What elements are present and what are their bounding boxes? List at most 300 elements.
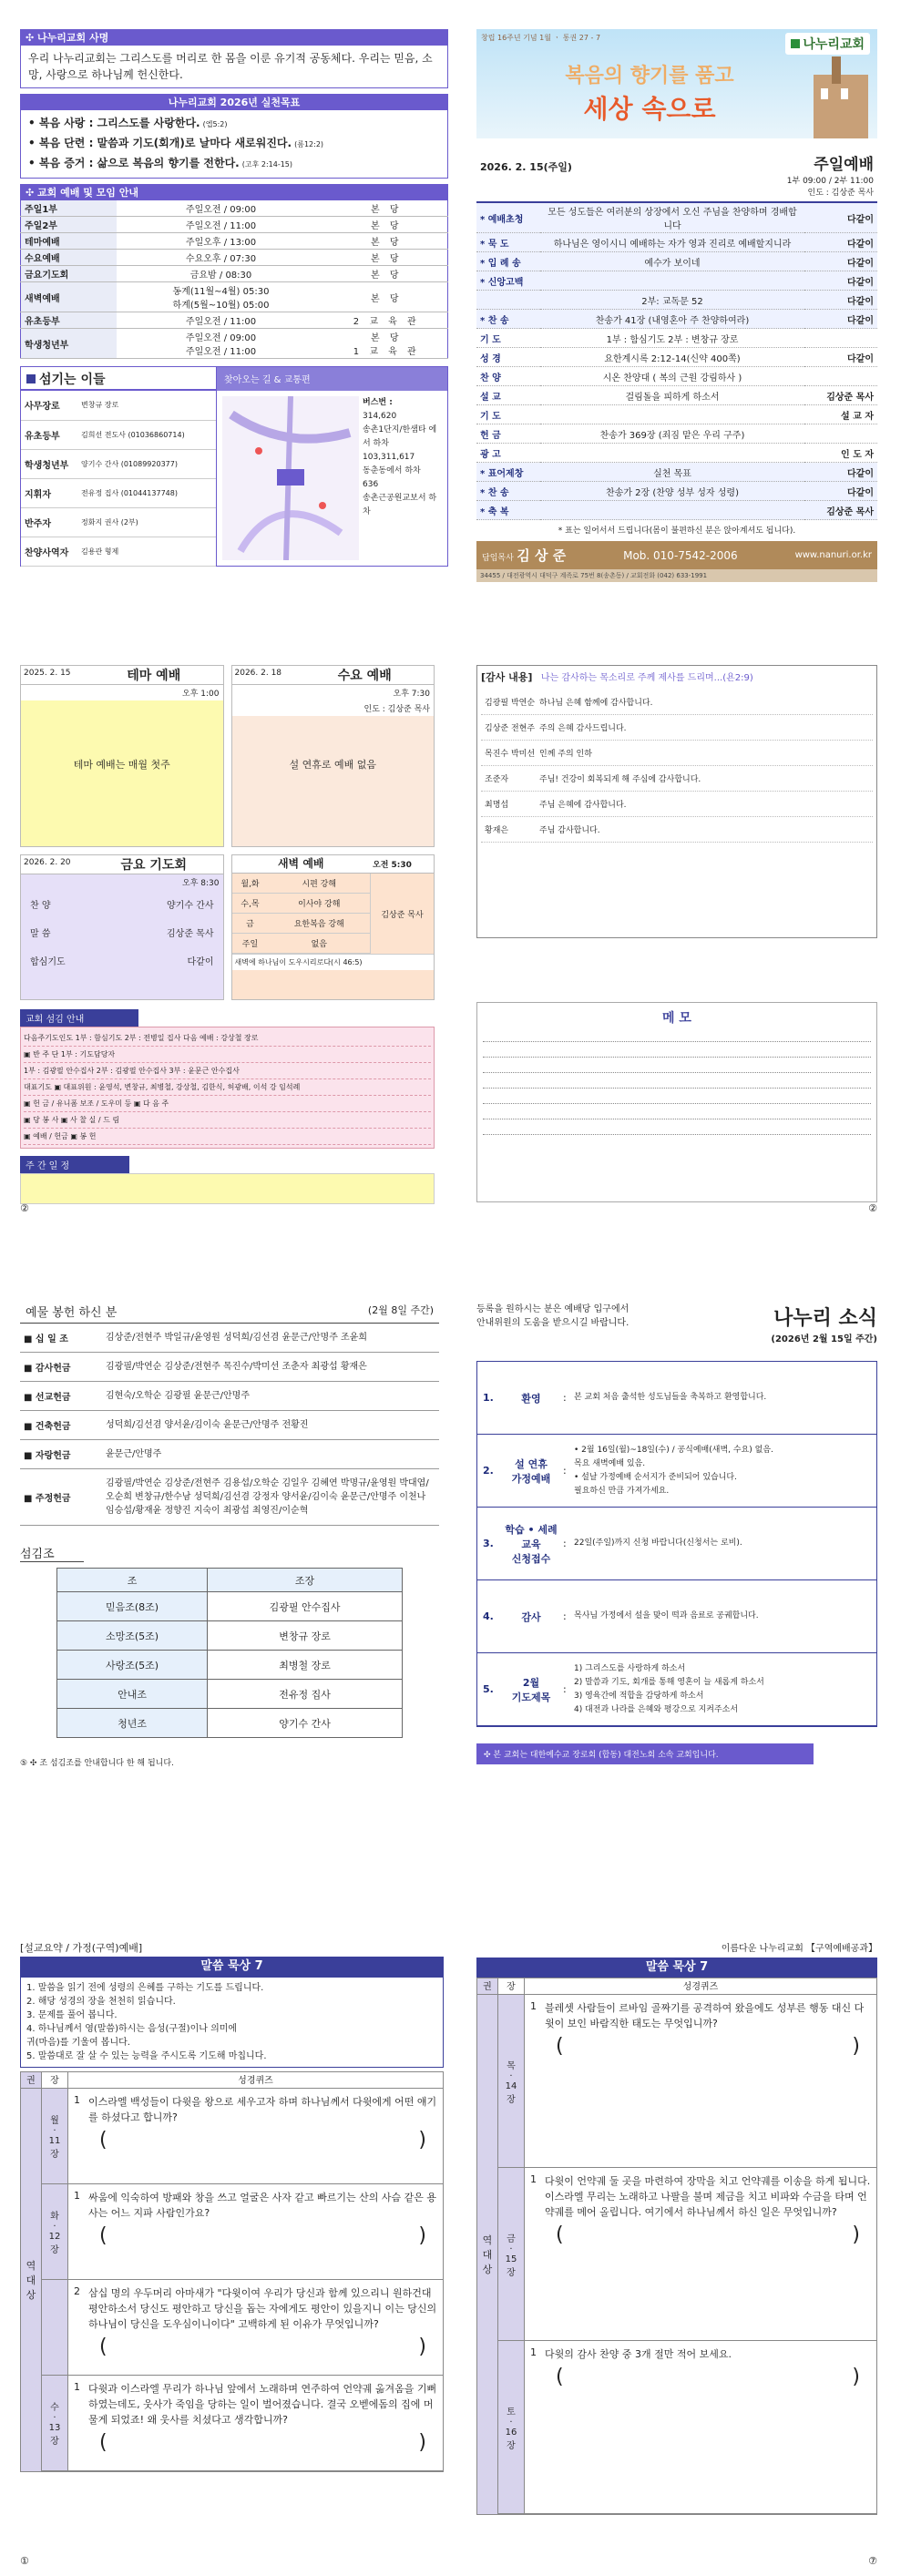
staff-row <box>21 391 216 420</box>
news-label: 환영 <box>521 1392 541 1405</box>
quiz-number: 1 <box>530 2173 537 2185</box>
instruction-line: 1. 말씀을 읽기 전에 성령의 은혜를 구하는 기도를 드립니다. <box>26 1983 264 1993</box>
service-row <box>21 312 448 329</box>
quiz-number: 1 <box>530 2346 537 2358</box>
thanks-what: 하나님 은혜 함께에 감사합니다. <box>539 699 653 708</box>
info-row: 대표기도 ▣ 대표위원 : 윤영석, 변창규, 최병철, 강상철, 김한식, 허광배, 이석 강 임석례 <box>24 1079 431 1096</box>
thanks-row <box>481 766 873 792</box>
group-row <box>57 1680 403 1709</box>
offering-names: 김광필/박연순 김상준/전현주 김용섭/오학순 김일우 김혜연 박명규/윤영원 박대엽/오순희 변창규/한수남 성덕희/김선겸 강정자 양서윤/김이숙 윤문근/안명주 이천나 임승섭/황재윤 정향진 지숙이 최광섭 최영진/이순혁 <box>106 1478 429 1516</box>
news-number: 5. <box>483 1683 494 1695</box>
order-content: 예수가 보이네 <box>540 252 804 271</box>
theme-service-box: 2025. 2. 15 테마 예배 오후 1:00 테마 예배는 매월 첫주 <box>20 665 224 847</box>
staff-row <box>21 449 216 478</box>
thanks-row <box>481 792 873 817</box>
news-sep: : <box>563 1683 567 1695</box>
top-right-label: 이름다운 나누리교회 【구역예배공과】 <box>721 1944 877 1954</box>
quiz-body <box>525 2341 876 2513</box>
order-row <box>476 202 877 233</box>
quiz-body <box>68 2089 443 2183</box>
staff-header: 섬기는 이들 <box>21 367 216 391</box>
news-sep: : <box>563 1538 567 1549</box>
staff-name: 김용관 형제 <box>81 547 119 556</box>
offering-names: 김현숙/오학순 김광필 윤문근/안명주 <box>106 1391 250 1401</box>
order-row <box>476 501 877 520</box>
paren-open: ( <box>556 2366 564 2388</box>
answer-blank[interactable] <box>88 2129 437 2152</box>
answer-blank[interactable] <box>545 2035 871 2058</box>
order-content: 찬송가 2장 (찬양 성부 성자 성령) <box>540 482 804 501</box>
thanks-row <box>481 690 873 715</box>
bus-line: 송촌근공원교보서 하차 <box>363 494 437 516</box>
paren-close: ) <box>852 2223 860 2246</box>
order-row <box>476 424 877 444</box>
group-name: 사랑조(5조) <box>57 1651 208 1680</box>
vision-header: ✣ 나누리교회 사명 <box>20 29 448 45</box>
service-row <box>21 329 448 359</box>
bus-line: 636 <box>363 480 379 489</box>
service-place: 본 당 <box>326 250 448 266</box>
thanks-box: [감사 내용] 나는 감사하는 목소리로 주께 제사를 드리며...(욘2:9) 김광필 박연순 하나님 은혜 함께에 감사합니다. 김상준 전현주 주의 은혜 감사드립니다. 목진수 박미선 인께 주의 인하 조준자 주님! 건강이 회복되게 해 주심에 감사합니다. 최명섭 주님 은혜에 감사합니다. 황재은 주님 감사합니다. <box>476 665 877 938</box>
thanks-what: 주님 은혜에 감사합니다. <box>539 801 627 810</box>
order-row <box>476 348 877 367</box>
news-text: 목사님 가정에서 설을 맞이 떡과 음료로 공궤합니다. <box>574 1611 759 1620</box>
pastor-mobile: Mob. 010-7542-2006 <box>623 548 738 562</box>
page-number: ② <box>20 1202 29 1214</box>
order-item: * 묵 도 <box>476 233 540 252</box>
staff-row <box>21 420 216 449</box>
friday-item: 합심기도 <box>30 957 66 967</box>
staff-role: 사무장로 <box>25 402 60 413</box>
news-number: 3. <box>483 1538 494 1549</box>
thanks-row <box>481 817 873 843</box>
friday-person: 다같이 <box>187 957 214 967</box>
dawn-day: 수,목 <box>241 900 260 909</box>
news-footer: ✣ 본 교회는 대한예수교 장로회 (합동) 대전노회 소속 교회입니다. <box>476 1743 814 1764</box>
friday-item: 말 씀 <box>30 929 51 939</box>
order-content <box>540 271 804 291</box>
staff-name: 변창규 장로 <box>81 401 119 410</box>
order-content: 시온 찬양대 ( 복의 근원 강림하사 ) <box>540 367 804 386</box>
quiz-number: 1 <box>74 2381 80 2393</box>
friday-item: 찬 양 <box>30 901 51 911</box>
quiz-title: 말씀 묵상 7 <box>476 1958 877 1978</box>
page-5 <box>20 1303 439 1867</box>
quiz-chapter: 화 · 12 장 <box>41 2184 68 2279</box>
dawn-row <box>232 874 371 894</box>
quiz-instructions <box>20 1977 444 2068</box>
order-item: * 예배초청 <box>476 202 540 233</box>
paren-close: ) <box>418 2336 426 2358</box>
service-name: 테마예배 <box>21 233 117 250</box>
paren-open: ( <box>556 2223 564 2246</box>
quiz-body <box>68 2184 443 2279</box>
goal-list <box>20 109 448 179</box>
news-item <box>477 1435 876 1508</box>
service-leader: 인도 : 김상준 목사 <box>807 189 874 198</box>
thanks-row <box>481 715 873 741</box>
page-2 <box>476 29 877 585</box>
quiz-title: 말씀 묵상 7 <box>20 1957 444 1977</box>
paren-close: ) <box>852 2366 860 2388</box>
service-row <box>21 282 448 312</box>
service-place: 본 당 <box>326 217 448 233</box>
wednesday-service-box: 2026. 2. 18 수요 예배 오후 7:30 인도 : 김상준 목사 설 연휴로 예배 없음 <box>231 665 435 847</box>
order-item: * 찬 송 <box>476 482 540 501</box>
offering-row <box>20 1382 439 1411</box>
dawn-service-box: 새벽 예배 오전 5:30 월,화 시편 강해 수,목 이사야 강해 금 요한복음 강해 주일 없음 김상준 목사 새벽에 하나님이 도우시리로다(시 46:5) <box>231 854 435 1000</box>
service-place: 본 당 <box>326 282 448 312</box>
order-row <box>476 367 877 386</box>
order-person: 다같이 <box>804 482 877 501</box>
thanks-what: 인께 주의 인하 <box>539 750 592 759</box>
dawn-day: 금 <box>246 920 254 929</box>
dawn-topic: 시편 강해 <box>302 880 337 889</box>
issue-info: 창립 16주년 기념 1월 ㆍ 통권 27 - 7 <box>481 34 601 42</box>
goal-item <box>28 154 440 174</box>
order-person: 인 도 자 <box>804 444 877 463</box>
group-name: 믿음조(8조) <box>57 1592 208 1621</box>
order-person: 다같이 <box>804 310 877 329</box>
news-label: 2월 기도제목 <box>511 1676 551 1703</box>
quiz-row <box>497 2341 876 2514</box>
quiz-body <box>68 2280 443 2375</box>
order-content: 걸림돌을 피하게 하소서 <box>540 386 804 405</box>
quiz-question: 다윗이 언약궤 둘 곳을 마련하여 장막을 치고 언약궤를 이송을 하게 됩니다. 이스라엘 무리는 노래하고 나팔을 불며 제금을 치고 비파와 수금을 타며 언약궤를 메어 올립니다. 여기에서 하나님께서 하신 일은 무엇입니까? <box>545 2175 871 2218</box>
quiz-body <box>525 1995 876 2167</box>
service-name: 주일2부 <box>21 217 117 233</box>
paren-close: ) <box>418 2431 426 2454</box>
news-text: 본 교회 처음 출석한 성도님들을 축복하고 환영합니다. <box>574 1393 767 1402</box>
group-leader: 김광필 안수집사 <box>208 1592 403 1621</box>
offering-row <box>20 1411 439 1440</box>
staff-role: 학생청년부 <box>25 460 69 471</box>
paren-open: ( <box>556 2035 564 2058</box>
instruction-line: 4. 하나님께서 영(말씀)하시는 음성(구절)이나 의미에 <box>26 2024 238 2034</box>
service-header <box>476 151 877 174</box>
order-item: * 입 례 송 <box>476 252 540 271</box>
service-time: 주일오전 / 11:00 <box>117 312 326 329</box>
staff-map-box <box>20 366 448 567</box>
news-label: 학습 • 세례 교육 신청접수 <box>505 1523 558 1565</box>
quiz-question-wrap <box>545 2000 871 2162</box>
service-time: 금요밤 / 08:30 <box>117 266 326 282</box>
order-person: 다같이 <box>804 291 877 310</box>
order-row <box>476 386 877 405</box>
goal-header: 나누리교회 2026년 실천목표 <box>20 94 448 109</box>
dawn-topic: 이사야 강해 <box>298 900 341 909</box>
page-number: ⑦ <box>868 2555 877 2567</box>
news-text: 22일(주일)까지 신청 바랍니다(신청서는 로비). <box>574 1538 742 1548</box>
stand-note: * 표는 일어서서 드립니다(몸이 불편하신 분은 앉아계셔도 됩니다). <box>558 526 796 536</box>
service-title: 주일예배 <box>814 156 874 174</box>
answer-blank[interactable] <box>545 2366 871 2388</box>
page-8 <box>476 1940 877 2569</box>
quiz-row <box>41 2376 443 2471</box>
group-leader: 변창규 장로 <box>208 1621 403 1651</box>
goal-label: • 복음 사랑 : 그리스도를 사랑한다. <box>28 117 200 129</box>
service-row <box>21 250 448 266</box>
thanks-row <box>481 741 873 766</box>
order-item: * 찬 송 <box>476 310 540 329</box>
group-name: 청년조 <box>57 1709 208 1738</box>
group-title: 섬김조 <box>20 1544 84 1562</box>
offering-kind: ■ 건축헌금 <box>24 1422 71 1432</box>
group-name: 안내조 <box>57 1680 208 1709</box>
staff-name: 김희선 전도사 (01036860714) <box>81 430 185 439</box>
order-row <box>476 233 877 252</box>
church-address: 34455 / 대전광역시 대덕구 계족로 75번 8(송촌동) / 교회전화 (042) 633-1991 <box>476 569 877 582</box>
news-number: 2. <box>483 1465 494 1477</box>
news-text: 1) 그리스도를 사랑하게 하소서 2) 말씀과 기도, 회개를 통해 영혼이 늘 새롭게 하소서 3) 영육간에 적합을 감당하게 하소서 4) 대전과 나라를 은혜와 평강으로 지켜주소서 <box>574 1663 764 1714</box>
thanks-who: 목진수 박미선 <box>485 750 536 759</box>
service-place: 본 당 <box>326 200 448 217</box>
quiz-chapter: 목 · 14 장 <box>497 1995 525 2167</box>
quiz-body <box>68 2376 443 2470</box>
service-place: 본 당 <box>326 266 448 282</box>
news-header: 등록을 원하시는 분은 예배당 입구에서 안내위원의 도움을 받으시길 바랍니다. 나누리 소식 (2026년 2월 15일 주간) <box>476 1304 877 1344</box>
service-name: 수요예배 <box>21 250 117 266</box>
thanks-who: 김광필 박연순 <box>485 699 536 708</box>
order-item: 성 경 <box>476 348 540 367</box>
order-item: 광 고 <box>476 444 540 463</box>
service-place: 본 당 <box>326 233 448 250</box>
news-item <box>477 1653 876 1726</box>
paren-close: ) <box>852 2035 860 2058</box>
bus-line: 동춘동에서 하차 <box>363 466 421 475</box>
quiz-question-wrap <box>545 2346 871 2508</box>
quiz-chapter: 금 · 15 장 <box>497 2168 525 2340</box>
bus-info: 버스번 : 314,620 송촌1단지/한샘타 에서 하차 103,311,617 동춘동에서 하차 636 송촌근공원교보서 하차 <box>363 396 440 519</box>
order-item: 설 교 <box>476 386 540 405</box>
service-time: 수요오후 / 07:30 <box>117 250 326 266</box>
order-content: 모든 성도들은 여러분의 상장에서 오신 주님을 찬양하며 경배합니다 <box>540 202 804 233</box>
order-content: 요한계시록 2:12-14(신약 400쪽) <box>540 348 804 367</box>
goal-label: • 복음 단련 : 말씀과 기도(회개)로 날마다 새로워진다. <box>28 137 292 149</box>
order-person: 설 교 자 <box>804 405 877 424</box>
staff-role: 찬양사역자 <box>25 547 69 558</box>
quiz-question-wrap <box>88 2381 437 2465</box>
quiz-table: 권 역 대 상 장 성경퀴즈 월 · 11 장 1 이스라엘 백성들이 다윗을 왕으로 세우고자 하며 하나님께서 다윗에게 어떤 얘기를 하셨다고 합니까? ( ) 화 · 12 장 1 싸움에 익숙하여 방패와 창을 쓰고 얼굴은 사자 같고 빠르기는 산의 사슴 같은 용사는 어느 지파 사람인가요? ( ) 2 삼십 명의 우두머리 아마새가 "다윗이여 우리가 당신과 함께 있으리니 원하건대 평안하소서 당신도 평안하고 당신을 돕는 자에게도 평안이 있을지니 이는 당신의 하나님이 당신을 도우심이니이다" 고백하게 된 이유가 무엇입니까? ( ) 수 · 13 장 1 다윗과 이스라엘 무리가 하나님 앞에서 노래하며 연주하여 언약궤 옮겨옴을 기뻐하였는데도, 웃사가 죽임을 당하는 일이 벌어졌습니다. 결국 오벧에돔의 집에 머물게 되었죠! 왜 웃사를 치셨다고 생각합니까? ( ) <box>20 2071 444 2472</box>
news-list <box>476 1361 877 1727</box>
offering-row <box>20 1469 439 1526</box>
info-box <box>20 1027 435 1149</box>
order-content: 찬송가 369장 (죄짐 맡은 우리 구주) <box>540 424 804 444</box>
quiz-question: 삼십 명의 우두머리 아마새가 "다윗이여 우리가 당신과 함께 있으리니 원하건대 평안하소서 당신도 평안하고 당신을 돕는 자에게도 평안이 있을지니 이는 당신의 하나님이 당신을 도우심이니이다" 고백하게 된 이유가 무엇입니까? <box>88 2287 437 2330</box>
offering-row <box>20 1324 439 1353</box>
group-row <box>57 1592 403 1621</box>
dawn-row <box>232 894 371 914</box>
group-name: 소망조(5조) <box>57 1621 208 1651</box>
service-time: 주일오전 / 09:00 주일오전 / 11:00 <box>117 329 326 359</box>
goal-item <box>28 134 440 154</box>
friday-person: 김상준 목사 <box>167 929 214 939</box>
service-time: 주일오후 / 13:00 <box>117 233 326 250</box>
quiz-row <box>41 2280 443 2376</box>
thanks-who: 황재은 <box>485 826 509 835</box>
service-name: 유초등부 <box>21 312 117 329</box>
dawn-day: 월,화 <box>241 880 260 889</box>
offering-header: 예물 봉헌 하신 분 (2월 8일 주간) <box>20 1303 439 1324</box>
staff-row <box>21 507 216 537</box>
goal-label: • 복음 증거 : 삶으로 복음의 향기를 전한다. <box>28 157 240 169</box>
staff-role: 유초등부 <box>25 431 60 442</box>
service-row <box>21 266 448 282</box>
order-person: 다같이 <box>804 271 877 291</box>
offering-names: 성덕희/김선겸 양서윤/김이숙 윤문근/안명주 전황진 <box>106 1420 309 1430</box>
offering-kind: ■ 감사헌금 <box>24 1364 71 1374</box>
news-item <box>477 1580 876 1653</box>
offering-names: 김상준/전현주 박일규/윤영원 성덕희/김선겸 윤문근/안명주 조윤희 <box>106 1333 368 1343</box>
order-row <box>476 252 877 271</box>
order-person <box>804 329 877 348</box>
order-person <box>804 367 877 386</box>
order-row <box>476 329 877 348</box>
order-item: * 신앙고백 <box>476 271 540 291</box>
instruction-line: 3. 문제를 풀어 봅니다. <box>26 2010 118 2020</box>
page-number: ② <box>868 1202 877 1214</box>
service-row <box>21 200 448 217</box>
staff-row <box>21 537 216 566</box>
dawn-topic: 요한복음 강해 <box>293 920 344 929</box>
service-place: 본 당 1 교 육 관 <box>326 329 448 359</box>
service-row <box>21 233 448 250</box>
staff-table <box>21 391 216 567</box>
quiz-question-wrap <box>88 2190 437 2274</box>
news-text: • 2월 16일(월)~18일(수) / 공식예배(새벽, 수요) 없음. 목요 새벽예배 있음. • 설날 가정예배 순서지가 준비되어 있습니다. 필요하신 만큼 가져가세요. <box>574 1445 773 1496</box>
service-time: 동계(11월~4월) 05:30 하계(5월~10월) 05:00 <box>117 282 326 312</box>
goal-ref: (고후 2:14-15) <box>241 160 293 169</box>
service-times: 1부 09:00 / 2부 11:00 <box>786 177 874 186</box>
order-person: 김상준 목사 <box>804 386 877 405</box>
answer-blank[interactable] <box>88 2224 437 2247</box>
offering-names: 윤문근/안명주 <box>106 1449 162 1459</box>
order-row <box>476 463 877 482</box>
info-header: 교회 섬김 안내 <box>20 1009 138 1027</box>
news-number: 1. <box>483 1392 494 1404</box>
order-content <box>540 405 804 424</box>
thanks-what: 주의 은혜 감사드립니다. <box>539 724 627 733</box>
group-leader: 최병철 장로 <box>208 1651 403 1680</box>
news-sep: : <box>563 1392 567 1404</box>
church-logo: 나누리교회 <box>785 33 870 55</box>
service-name: 금요기도회 <box>21 266 117 282</box>
page-1 <box>20 29 448 585</box>
paren-open: ( <box>99 2431 107 2454</box>
week-header: 주 간 일 정 <box>20 1156 129 1173</box>
bus-line: 103,311,617 <box>363 453 415 462</box>
quiz-chapter: 월 · 11 장 <box>41 2089 68 2183</box>
goal-ref: (롬12:2) <box>294 140 324 148</box>
page-number: ① <box>20 2555 29 2567</box>
dawn-row <box>232 934 371 954</box>
quiz-row <box>41 2184 443 2280</box>
quiz-number: 1 <box>530 2000 537 2012</box>
quiz-question: 블레셋 사람들이 르바임 골짜기를 공격하여 왔을에도 성부른 행동 대신 다윗이 보인 바람직한 태도는 무엇입니까? <box>545 2002 865 2029</box>
news-item <box>477 1508 876 1580</box>
group-row <box>57 1709 403 1738</box>
news-number: 4. <box>483 1610 494 1622</box>
offering-names: 김광필/박연순 김상준/전현주 목진수/박미선 조춘자 최광섭 황재은 <box>106 1362 367 1372</box>
order-person: 다같이 <box>804 463 877 482</box>
news-label: 감사 <box>521 1610 541 1623</box>
pastor-bar: 담임목사 김 상 준 Mob. 010-7542-2006 www.nanuri.or.kr <box>476 541 877 569</box>
offering-row <box>20 1353 439 1382</box>
week-schedule <box>20 1173 435 1204</box>
info-row: 1부 : 김광필 안수집사 2부 : 김광필 안수집사 3부 : 윤문근 안수집사 <box>24 1063 431 1079</box>
news-label: 설 연휴 가정예배 <box>511 1457 551 1485</box>
answer-blank[interactable] <box>545 2223 871 2246</box>
group-leader: 양기수 간사 <box>208 1709 403 1738</box>
dawn-row <box>232 914 371 934</box>
top-left-label: [설교요약 / 가정(구역)예배] <box>20 1942 143 1954</box>
quiz-number: 1 <box>74 2190 80 2202</box>
staff-name: 양기수 간사 (01089920377) <box>81 459 178 468</box>
quiz-question: 이스라엘 백성들이 다윗을 왕으로 세우고자 하며 하나님께서 다윗에게 어떤 얘기를 하셨다고 합니까? <box>88 2096 437 2123</box>
service-time: 주일오전 / 11:00 <box>117 217 326 233</box>
order-content: 2부: 교독문 52 <box>540 291 804 310</box>
paren-open: ( <box>99 2224 107 2247</box>
service-date: 2026. 2. 15(주일) <box>480 161 572 173</box>
info-row: ▣ 헌 금 / 유니폼 보조 / 도우미 등 ▣ 다 음 주 <box>24 1096 431 1112</box>
news-sep: : <box>563 1465 567 1477</box>
quiz-chapter <box>41 2280 68 2375</box>
staff-row <box>21 478 216 507</box>
paren-open: ( <box>99 2129 107 2152</box>
paren-close: ) <box>418 2224 426 2247</box>
order-item: * 표어제창 <box>476 463 540 482</box>
vision-text: 우리 나누리교회는 그리스도를 머리로 한 몸을 이룬 유기적 공동체다. 우리는 믿음, 소망, 사랑으로 하나님께 헌신한다. <box>20 45 448 88</box>
quiz-question: 다윗의 감사 찬양 중 3개 절만 적어 보세요. <box>545 2348 732 2360</box>
order-content: 실천 목표 <box>540 463 804 482</box>
order-content <box>540 444 804 463</box>
group-table: 조 조장 믿음조(8조) 김광필 안수집사 소망조(5조) 변창규 장로 사랑조(5조) 최병철 장로 안내조 전유정 집사 청년조 양기수 간사 <box>56 1568 403 1738</box>
info-row: 다음주기도인도 1부 : 함심기도 2부 : 전병일 집사 다음 예배 : 강상철 장로 <box>24 1030 431 1047</box>
quiz-row <box>497 1995 876 2168</box>
thanks-who: 최명섭 <box>485 801 509 810</box>
order-row <box>476 271 877 291</box>
friday-row <box>21 946 223 975</box>
friday-prayer-box: 2026. 2. 20 금요 기도회 오후 8:30 찬 양 양기수 간사 말 씀 김상준 목사 합심기도 다같이 <box>20 854 224 1000</box>
staff-role: 반주자 <box>25 518 51 529</box>
group-footer: ⑤ ✣ 조 섬김조를 안내합니다 한 해 됩니다. <box>20 1759 174 1768</box>
paren-open: ( <box>99 2336 107 2358</box>
instruction-line: 2. 해당 성경의 장을 천천히 읽습니다. <box>26 1997 176 2007</box>
banner-line-1: 복음의 향기를 품고 <box>565 65 734 87</box>
order-person: 다같이 <box>804 233 877 252</box>
order-item: 헌 금 <box>476 424 540 444</box>
quiz-row <box>41 2089 443 2184</box>
bus-line: 송촌1단지/한샘타 에서 하차 <box>363 425 437 448</box>
order-person: 다같이 <box>804 252 877 271</box>
banner-line-2: 세상 속으로 <box>583 94 716 124</box>
news-item <box>477 1362 876 1435</box>
offering-kind: ■ 선교헌금 <box>24 1393 71 1403</box>
paren-close: ) <box>418 2129 426 2152</box>
memo-box: 메 모 <box>476 1002 877 1202</box>
quiz-number: 1 <box>74 2094 80 2106</box>
service-place: 2 교 육 관 <box>326 312 448 329</box>
cover-banner <box>476 29 877 138</box>
order-item <box>476 291 540 310</box>
quiz-question-wrap <box>88 2094 437 2178</box>
order-content: 찬송가 41장 (내영혼아 주 찬양하여라) <box>540 310 804 329</box>
page-4 <box>476 665 877 1221</box>
answer-blank[interactable] <box>88 2431 437 2454</box>
answer-blank[interactable] <box>88 2336 437 2358</box>
thanks-what: 주님 감사합니다. <box>539 826 600 835</box>
instruction-line: 귀(마음)를 기울여 봅니다. <box>26 2038 130 2048</box>
